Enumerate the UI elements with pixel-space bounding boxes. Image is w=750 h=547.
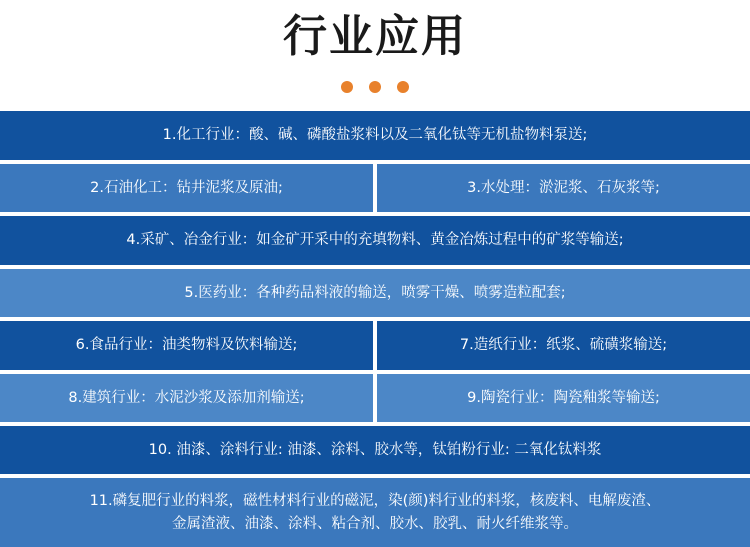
dot-icon (369, 81, 381, 93)
list-item: 6.食品行业：油类物料及饮料输送; (0, 321, 373, 369)
application-list (0, 111, 750, 547)
list-row (0, 374, 750, 422)
list-item: 1.化工行业：酸、碱、磷酸盐浆料以及二氧化钛等无机盐物料泵送; (0, 111, 750, 159)
list-item: 3.水处理：淤泥浆、石灰浆等; (377, 164, 750, 212)
dot-icon (397, 81, 409, 93)
list-item: 10. 油漆、涂料行业: 油漆、涂料、胶水等，钛铂粉行业: 二氧化钛料浆 (0, 426, 750, 474)
list-row (0, 426, 750, 474)
list-row (0, 164, 750, 212)
list-item: 2.石油化工：钻井泥浆及原油; (0, 164, 373, 212)
list-item: 5.医药业：各种药品料液的输送，喷雾干燥、喷雾造粒配套; (0, 269, 750, 317)
page-title: 行业应用 (283, 11, 467, 62)
list-row (0, 216, 750, 264)
list-item: 4.采矿、冶金行业：如金矿开采中的充填物料、黄金冶炼过程中的矿浆等输送; (0, 216, 750, 264)
list-item: 8.建筑行业：水泥沙浆及添加剂输送; (0, 374, 373, 422)
list-item-line: 11.磷复肥行业的料浆，磁性材料行业的磁泥，染(颜)料行业的料浆，核废料、电解废渣、 (89, 493, 661, 510)
decorative-dots (0, 81, 750, 93)
list-item: 9.陶瓷行业：陶瓷釉浆等输送; (377, 374, 750, 422)
list-row (0, 111, 750, 159)
list-row (0, 321, 750, 369)
list-row (0, 478, 750, 547)
list-item (0, 478, 750, 547)
list-row (0, 269, 750, 317)
dot-icon (341, 81, 353, 93)
list-item-line: 金属渣液、油漆、涂料、粘合剂、胶水、胶乳、耐火纤维浆等。 (172, 515, 578, 532)
list-item: 7.造纸行业：纸浆、硫磺浆输送; (377, 321, 750, 369)
